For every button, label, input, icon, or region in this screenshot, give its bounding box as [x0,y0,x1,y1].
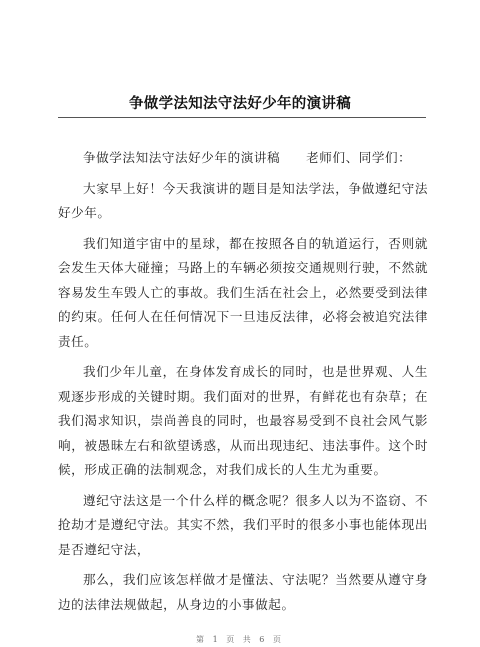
paragraph-5: 那么，我们应该怎样做才是懂法、守法呢？当然要从遵守身边的法律法规做起，从身边的小事做起。 [58,572,428,612]
paragraph-4: 遵纪守法这是一个什么样的概念呢？很多人以为不盗窃、不抢劫才是遵纪守法。其实不然，我们平时的很多小事也能体现出是否遵纪守法， [58,492,428,557]
greeting: 老师们、同学们： [306,150,412,165]
opening-line [58,146,428,171]
document-body [58,146,428,623]
paragraph-1: 大家早上好！今天我演讲的题目是知法学法，争做遵纪守法好少年。 [58,180,428,220]
paragraph-3: 我们少年儿童，在身体发育成长的同时，也是世界观、人生观逐步形成的关键时期。我们面对的世界，有鲜花也有杂草；在我们渴求知识，崇尚善良的同时，也最容易受到不良社会风气影响，被愚昧左右和欲望诱惑，从而出现违纪、违法事件。这个时候，形成正确的法制观念，对我们成长的人生尤为重要。 [58,364,428,477]
page-footer: 第 1 页 共 6 页 [196,635,284,644]
document-title: 争做学法知法守法好少年的演讲稿 [129,95,351,112]
title-divider [58,117,426,118]
paragraph-2: 我们知道宇宙中的星球，都在按照各自的轨道运行，否则就会发生天体大碰撞；马路上的车辆必须按交通规则行驶，不然就容易发生车毁人亡的事故。我们生活在社会上，必然要受到法律的约束。任何人在任何情况下一旦违反法律，必将会被追究法律责任。 [58,235,428,349]
opening-title: 争做学法知法守法好少年的演讲稿 [83,150,281,165]
